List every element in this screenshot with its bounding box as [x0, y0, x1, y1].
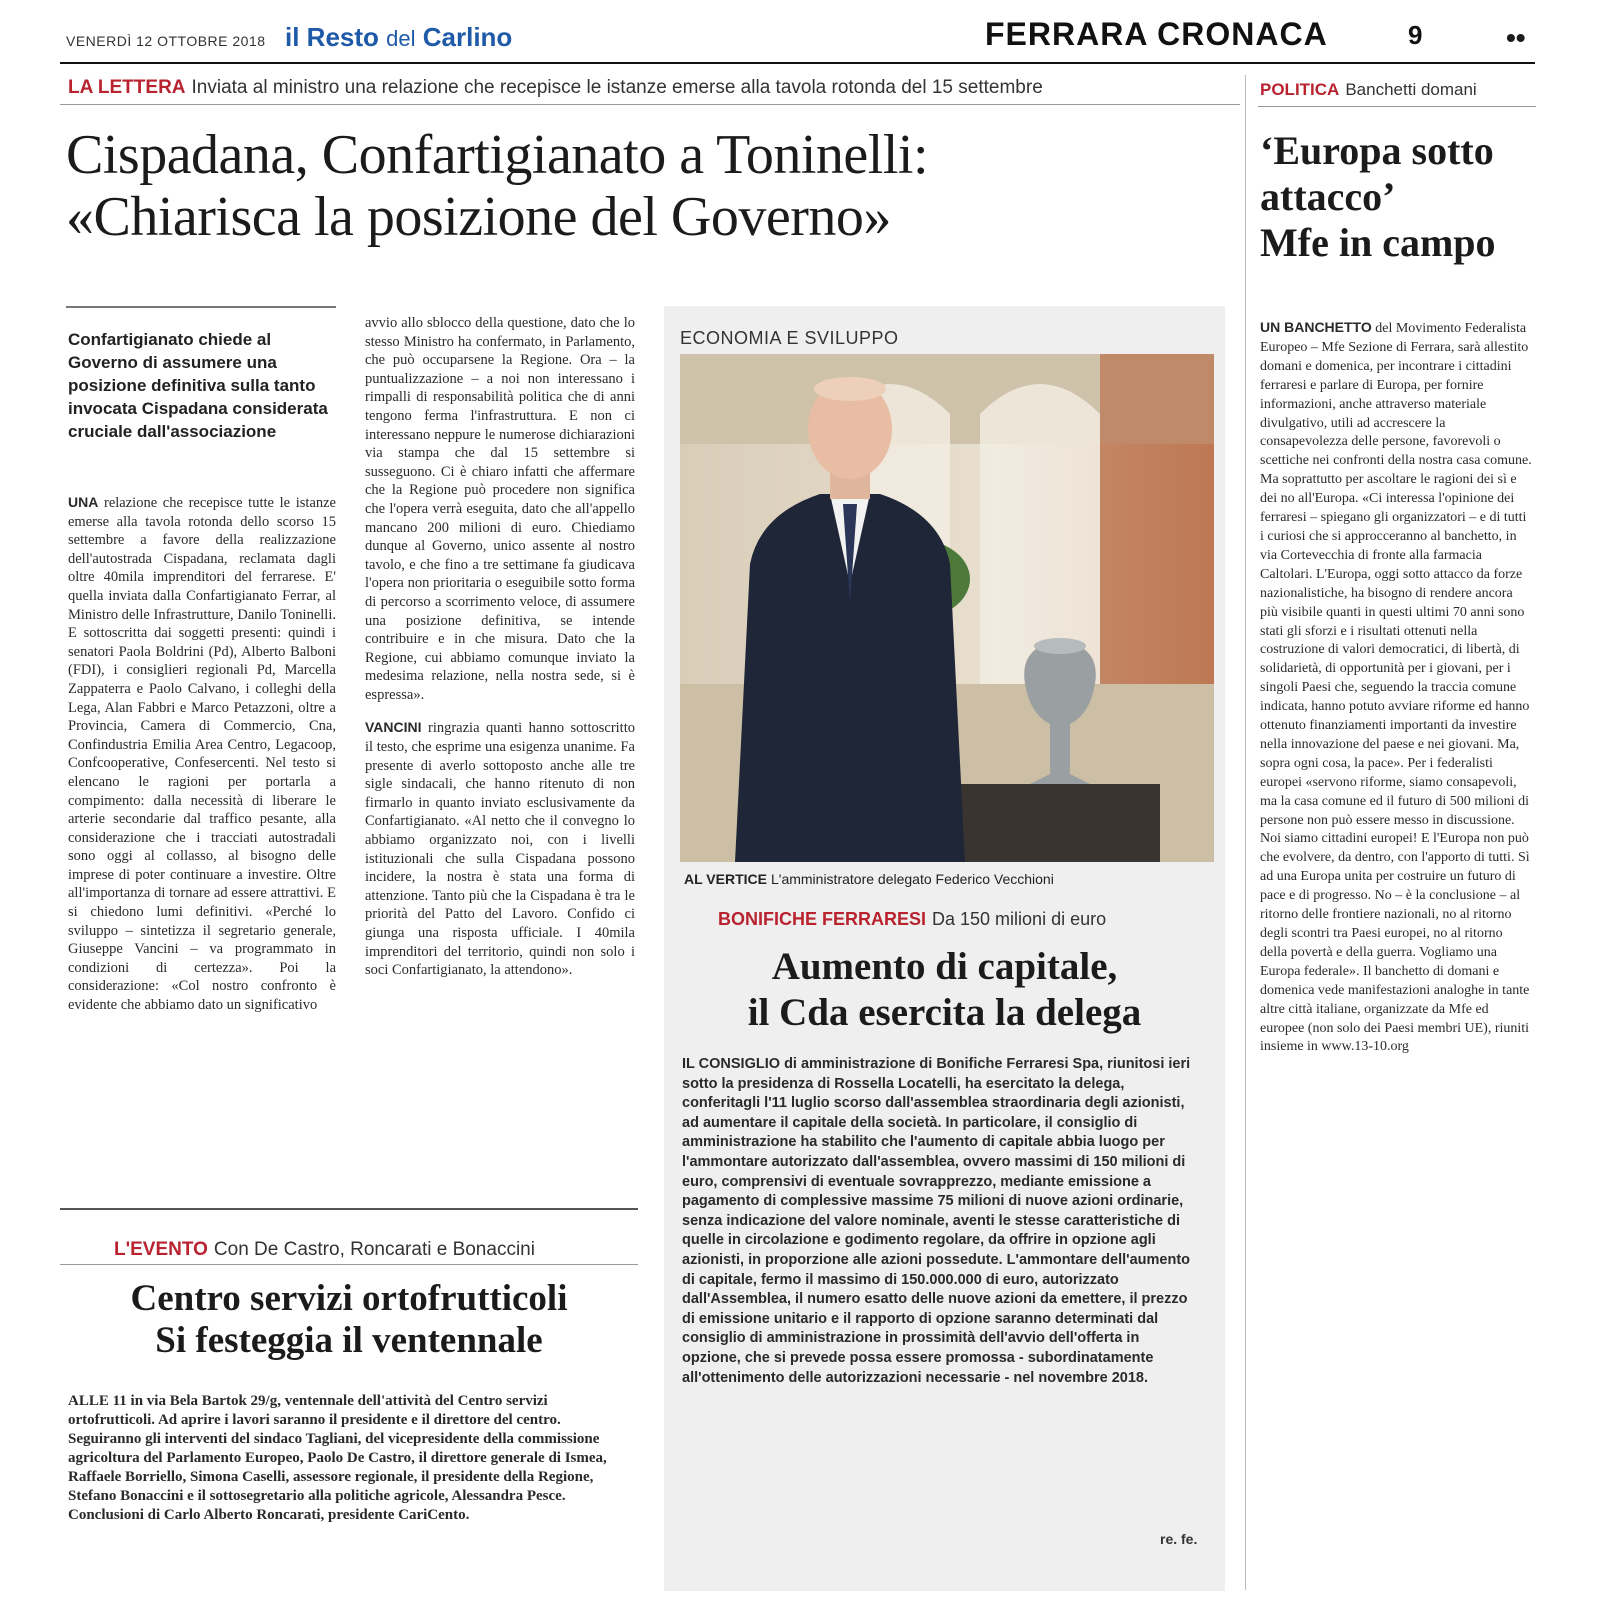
- main-col1-lead: UNA: [68, 494, 99, 510]
- logo-part-b: del: [386, 26, 416, 51]
- side-headline-line1: ‘Europa sotto: [1260, 128, 1494, 173]
- main-kicker-label: LA LETTERA: [68, 77, 186, 98]
- section-title: FERRARA CRONACA: [985, 16, 1328, 52]
- main-summary: Confartigianato chiede al Governo di assumere una posizione definitiva sulla tanto invocata Cispadana considerata cruciale dall'associazione: [68, 330, 328, 441]
- box-headline-line1: Aumento di capitale,: [771, 945, 1118, 988]
- main-col2-lead: VANCINI: [365, 719, 422, 736]
- header-dots: ••: [1506, 22, 1526, 53]
- kicker-rule: [60, 104, 1240, 105]
- box-body-text: di amministrazione di Bonifiche Ferraresi Spa, riunitosi ieri sotto la presidenza di Rossella Locatelli, ha esercitato la delega, conferitagli l'11 luglio scorso dall'assemblea straordinaria degli azionisti, ad aumentare il capitale della società. In particolare, il consiglio di amministrazione ha stabilito che l'aumento di capitale abbia luogo per l'ammontare autorizzato dall'assemblea, ovvero massimi di 150 milioni di euro, comprensivi di eventuale sovrapprezzo, mediante emissione a pagamento di complessive massime 75 milioni di nuove azioni ordinarie, senza indicazione del valore nominale, aventi le stesse caratteristiche di quelle in circolazione e godimento regolare, da offrire in opzione agli azionisti, in proporzione alle azioni possedute. L'ammontare dell'aumento di capitale, fermo il massimo di 150.000.000 di euro, autorizzato dall'Assemblea, il numero esatto delle nuove azioni da emettere, il prezzo di emissione unitario e il rapporto di opzione saranno determinati dal consiglio di amministrazione in prossimità dell'avvio dell'offerta in opzione, che si prevede possa essere promossa - subordinatamente all'ottenimento delle autorizzazioni necessarie - nel novembre 2018.: [682, 1056, 1191, 1386]
- summary-rule: [66, 306, 336, 308]
- side-kicker-text: Banchetti domani: [1345, 80, 1477, 99]
- event-headline-line2: Si festeggia il ventennale: [155, 1320, 543, 1361]
- logo-part-a: il Resto: [285, 22, 379, 52]
- side-column-divider: [1245, 75, 1246, 1590]
- main-headline: [66, 124, 1256, 248]
- box-body-lead: IL CONSIGLIO: [682, 1056, 781, 1072]
- box-kicker: [718, 909, 1106, 930]
- event-kicker-text: Con De Castro, Roncarati e Bonaccini: [213, 1239, 535, 1260]
- main-col2-text-a: avvio allo sblocco della questione, dato che lo stesso Ministro ha confermato, in Parlamento, che può occuparsene la Regione. Ora – la puntualizzazione – a noi non interessano i rimpalli di responsabilità politica che di anni tengono ferma l'infrastruttura. E non ci interessano neppure le numerose dichiarazioni via stampa che dal 15 settembre si susseguono. Ci è chiaro infatti che affermare che la Regione può procedere non significa che l'opera verrà eseguita, dato che all'appello mancano 200 milioni di euro. Chiediamo dunque al Governo, unico assente al nostro tavolo, e che fino a tre settimane fa giudicava l'opera non prioritaria o eseguibile sotto forma di percorso a scorrimento veloce, di assumere una posizione definitiva, se intende contribuire e in che misura. Dato che la Regione, cui abbiamo comunque inviato la medesima relazione, nella nostra sede, si è espressa».: [365, 315, 635, 703]
- main-col2-text-b: ringrazia quanti hanno sottoscritto il testo, che esprime una esigenza unanime. Fa presente di averlo sottoposto anche alle tre sigle sindacali, che hanno ritenuto di non firmarlo in quanto inviato esclusivamente da Confartigianato. «Al netto che il convegno lo abbiamo organizzato noi, con i livelli istituzionali che sulla Cispadana possono incidere, la nostra è stata una forma di attenzione. Tanto più che la Cispadana è tra le priorità del Patto del Lavoro. Confido ci giunga una risposta ufficiale. I 40mila imprenditori del territorio, quindi non solo i soci Confartigianato, la attendono».: [365, 720, 635, 979]
- event-kicker-rule: [60, 1264, 638, 1265]
- main-kicker-text: Inviata al ministro una relazione che recepisce le istanze emerse alla tavola rotonda del 15 settembre: [191, 77, 1043, 98]
- main-column-2: [365, 314, 635, 1194]
- side-body-lead: UN BANCHETTO: [1260, 319, 1372, 335]
- executive-photo-illustration: [680, 354, 1214, 862]
- side-kicker: [1260, 80, 1477, 100]
- event-kicker: [114, 1239, 535, 1261]
- photo-caption: [684, 871, 1054, 887]
- photo-caption-label: AL VERTICE: [684, 871, 767, 887]
- photo-caption-text: L'amministratore delegato Federico Vecchioni: [770, 871, 1054, 887]
- box-kicker-label: BONIFICHE FERRARESI: [718, 909, 927, 929]
- main-col1-text: relazione che recepisce tutte le istanze emerse alla tavola rotonda dello scorso 15 settembre a favore della realizzazione dell'autostrada Cispadana, reclamata dagli oltre 40mila imprenditori del ferrarese. E' quella inviata dalla Confartigianato Ferrar, al Ministro delle Infrastrutture, Danilo Toninelli. E sottoscritta dai soggetti presenti: quindi i senatori Paola Boldrini (Pd), Alberto Balboni (FDI), i consiglieri regionali Pd, Marcella Zappaterra e Paolo Calvano, i colleghi della Lega, Alan Fabbri e Marco Petazzoni, oltre a Provincia, Camera di Commercio, Cna, Confindustria Emilia Area Centro, Legacoop, Confcooperative, Confesercenti. Nel testo si elencano le ragioni per portarla a compimento: dalla necessità di liberare le arterie secondarie dal traffico pesante, alla considerazione che i tracciati autostradali sono oggi al collasso, al bisogno delle imprese di poter continuare a investire. Oltre all'importanza di tornare ad essere attrattivi. E si chiedono lumi definitivi. «Perché lo sviluppo – sintetizza il segretario generale, Giuseppe Vancini – va programmato in condizioni di certezza». Poi la considerazione: «Col nostro confronto è evidente che abbiamo dato un significativo: [68, 495, 336, 1014]
- main-headline-line2: «Chiarisca la posizione del Governo»: [66, 186, 891, 248]
- newspaper-logo: [285, 22, 512, 53]
- box-headline: [664, 944, 1225, 1036]
- side-kicker-rule: [1258, 106, 1536, 107]
- side-headline-line3: Mfe in campo: [1260, 220, 1496, 265]
- event-top-rule: [60, 1208, 638, 1210]
- economy-box-label: ECONOMIA E SVILUPPO: [680, 328, 899, 348]
- box-kicker-text: Da 150 milioni di euro: [932, 909, 1107, 929]
- event-kicker-label: L'EVENTO: [114, 1239, 208, 1260]
- event-headline: [60, 1278, 638, 1362]
- event-body-text: in via Bela Bartok 29/g, ventennale dell'attività del Centro servizi ortofrutticoli. Ad aprire i lavori saranno il presidente e il direttore del centro. Seguiranno gli interventi del sindaco Tagliani, del vicepresidente della commissione agricoltura del Parlamento Europeo, Paolo De Castro, il direttore generale di Ismea, Raffaele Borriello, Simona Caselli, assessore regionale, il presidente della Regione, Stefano Bonaccini e il sottosegretario alla politiche agricole, Alessandra Pesce. Conclusioni di Carlo Alberto Roncarati, presidente CariCento.: [68, 1393, 607, 1523]
- page-number: 9: [1408, 20, 1423, 50]
- main-kicker: [68, 77, 1043, 99]
- side-kicker-label: POLITICA: [1260, 80, 1340, 99]
- header-rule: [60, 62, 1535, 64]
- event-body-lead: ALLE 11: [68, 1393, 127, 1409]
- side-body-text: del Movimento Federalista Europeo – Mfe Sezione di Ferrara, sarà allestito domani e domenica, per incontrare i cittadini ferraresi e parlare di Europa, per fornire informazioni, anche attraverso materiale divulgativo, utili ad accrescere la consapevolezza delle persone, favorevoli o scettiche nei confronti della nostra casa comune. Ma soprattutto per ascoltare le ragioni dei sì e dei no all'Europa. «Ci interessa l'opinione dei ferraresi – spiegano gli organizzatori – e di tutti i curiosi che si approcceranno al banchetto, in via Cortevecchia di fronte alla farmacia Caltolari. L'Europa, oggi sotto attacco da forze nazionalistiche, ha bisogno di rendere ancora più visibile quanti in questi ultimi 70 anni sono stati gli sforzi e i risultati ottenuti nella costruzione di valori democratici, di libertà, di solidarietà, di opportunità per i giovani, per i singoli Paesi che, seguendo la traccia comune indicata, hanno potuto avviare riforme ed hanno ottenuto finanziamenti importanti da investire nella innovazione del paese e nei giovani. Ma, sopra ogni cosa, la pace». Per i federalisti europei «servono riforme, siamo consapevoli, ma la casa comune ed il futuro di 500 milioni di persone non può essere messo in discussione. Noi siamo cittadini europei! E l'Europa non può che evolvere, da dentro, con l'apporto di tutti. Sì ad una Europa unita per costruire un futuro di pace e di progresso. No – è la conclusione – al ritorno delle frontiere nazionali, no al ritorno degli scontri tra Paesi europei, no al ritorno della povertà e della guerra. Vogliamo una Europa federale». Il banchetto di domani e domenica vede manifestazioni analoghe in tante altre città italiane, organizzate da Mfe ed europee (non solo dei Paesi membri UE), riuniti insieme in www.13-10.org: [1260, 321, 1532, 1055]
- side-headline-line2: attacco’: [1260, 174, 1396, 219]
- event-body: [68, 1392, 623, 1592]
- side-headline: [1260, 128, 1536, 266]
- box-body: [682, 1055, 1202, 1525]
- logo-part-c: Carlino: [422, 22, 513, 52]
- side-body: [1260, 318, 1532, 1593]
- executive-photo: [680, 354, 1214, 862]
- issue-date: VENERDÌ 12 OTTOBRE 2018: [66, 33, 266, 49]
- main-col2-para-b: [365, 718, 635, 979]
- main-headline-line1: Cispadana, Confartigianato a Toninelli:: [66, 124, 929, 186]
- event-headline-line1: Centro servizi ortofrutticoli: [130, 1278, 568, 1319]
- box-byline: re. fe.: [1160, 1531, 1198, 1547]
- box-headline-line2: il Cda esercita la delega: [747, 991, 1142, 1034]
